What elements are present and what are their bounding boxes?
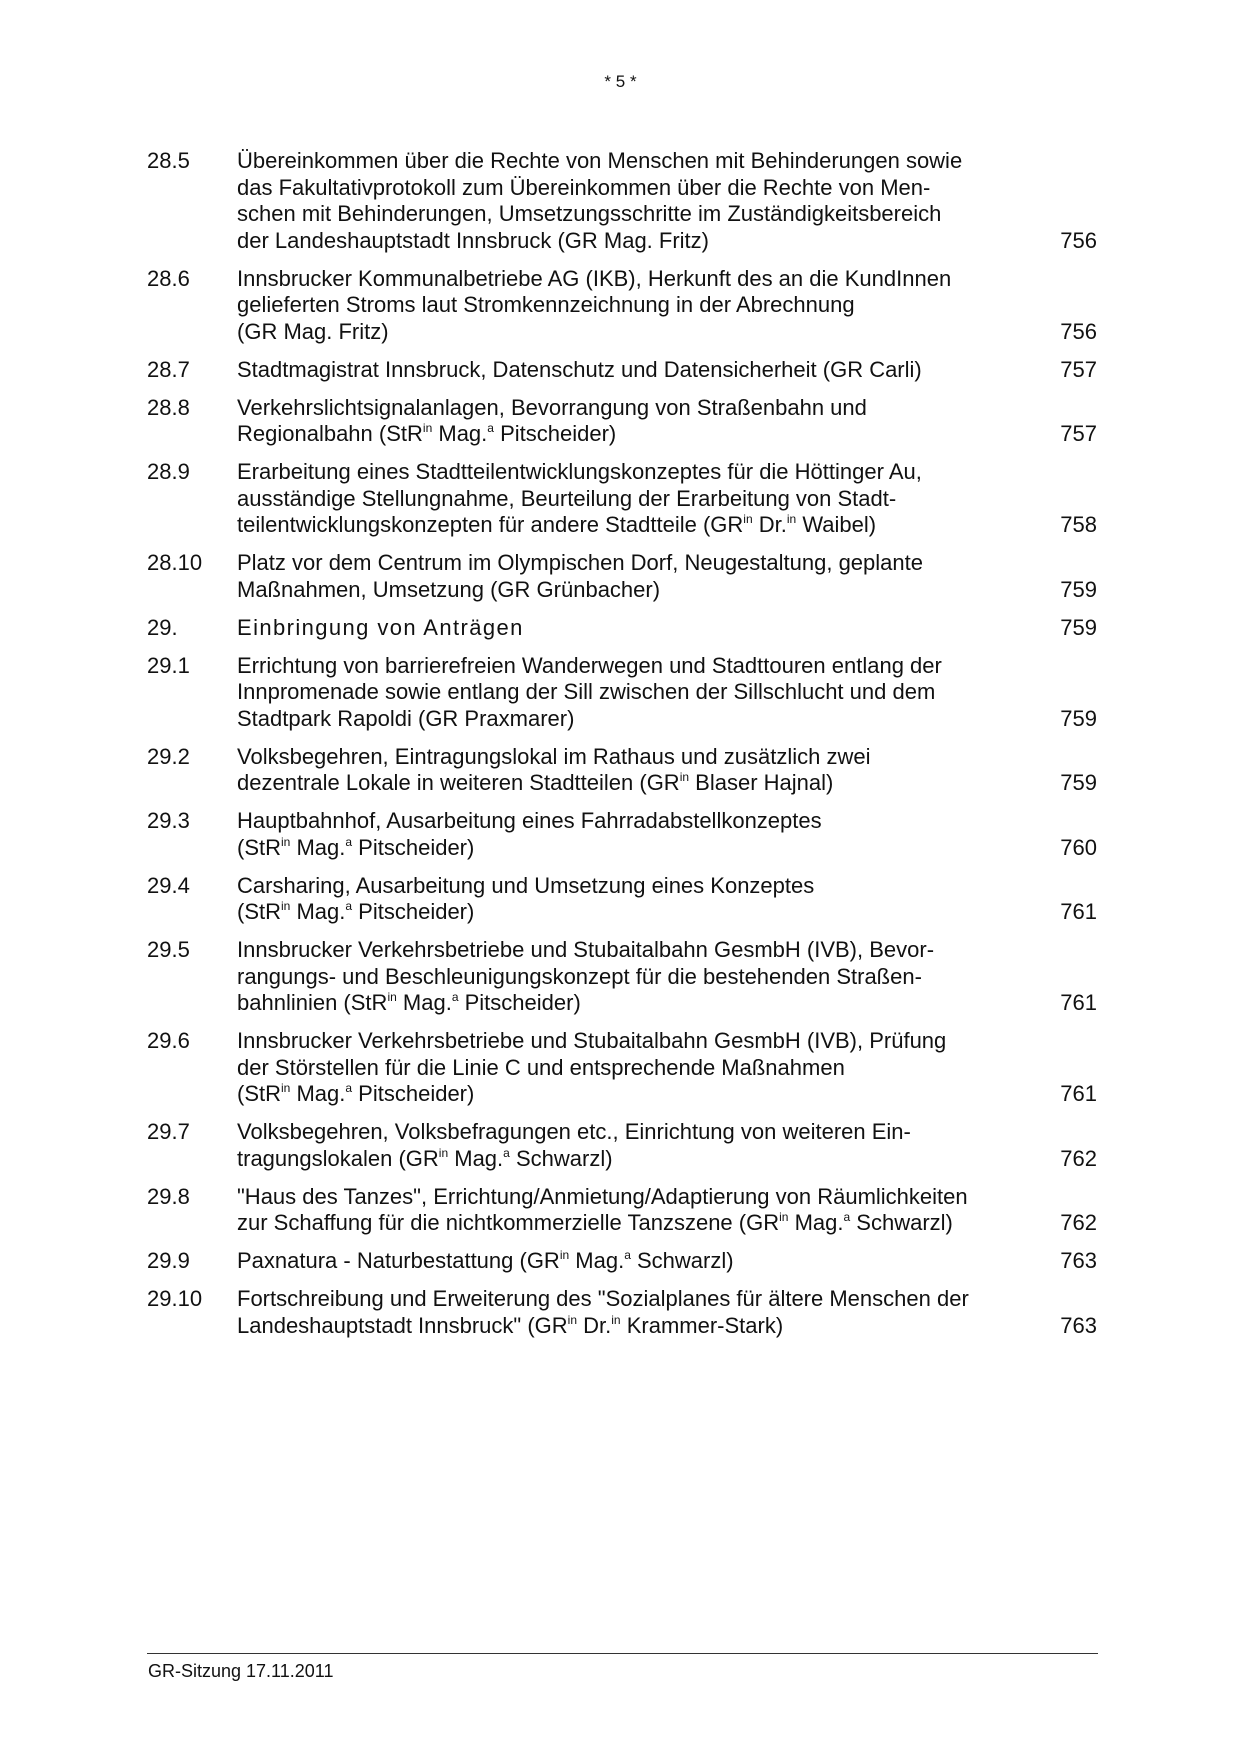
title-superscript: a — [345, 834, 353, 849]
toc-entry-number: 28.7 — [147, 356, 190, 382]
toc-entry-number: 29. — [147, 614, 178, 640]
toc-entry-title-line — [237, 835, 1017, 862]
toc-entry-title-line — [237, 357, 1017, 384]
toc-entry-title-line — [237, 228, 1017, 255]
title-text: Mag. — [569, 1248, 625, 1273]
title-text: Hauptbahnhof, Ausarbeitung eines Fahrradabstellkonzeptes — [237, 808, 822, 833]
title-text: Schwarzl) — [850, 1210, 953, 1235]
toc-entry-number: 29.6 — [147, 1028, 190, 1053]
title-text: Krammer-Stark) — [620, 1312, 784, 1338]
toc-entry-title-line — [237, 395, 1017, 422]
toc-entry — [147, 873, 1097, 926]
toc-entry-page-number: 759 — [1060, 614, 1097, 640]
title-text: Maßnahmen, Umsetzung (GR Grünbacher) — [237, 576, 661, 602]
toc-entry-title-line — [237, 1055, 1017, 1082]
title-text: Innsbrucker Verkehrsbetriebe und Stubaitalbahn GesmbH (IVB), Prüfung — [237, 1028, 947, 1053]
toc-entry-page-number: 761 — [1060, 1081, 1097, 1106]
title-text: Stadtmagistrat Innsbruck, Datenschutz und Datensicherheit (GR Carli) — [237, 356, 922, 382]
title-text: Pitscheider) — [352, 1081, 475, 1106]
title-text: Waibel) — [796, 512, 877, 537]
toc-entry — [147, 1286, 1097, 1339]
toc-entry-number: 29.1 — [147, 652, 190, 678]
toc-entry-title — [237, 744, 1017, 797]
page-number: * 5 * — [604, 72, 637, 91]
title-text: Pitscheider) — [458, 990, 581, 1015]
title-superscript: in — [786, 512, 797, 526]
toc-entry-title-line — [237, 937, 1017, 964]
title-text: "Haus des Tanzes", Errichtung/Anmietung/Adaptierung von Räumlichkeiten — [237, 1183, 968, 1209]
title-text: (StR — [237, 1081, 281, 1106]
toc-entry-title-line — [237, 1028, 1017, 1055]
toc-entry-number: 29.8 — [147, 1183, 190, 1209]
table-of-contents — [147, 148, 1097, 1351]
title-text: Fortschreibung und Erweiterung des "Sozialplanes für ältere Menschen der — [237, 1286, 969, 1311]
toc-entry-number: 29.10 — [147, 1286, 203, 1311]
title-text: gelieferten Stroms laut Stromkennzeichnung in der Abrechnung — [237, 292, 855, 317]
title-superscript: a — [487, 421, 494, 435]
toc-entry — [147, 1028, 1097, 1108]
toc-entry-title-line — [237, 292, 1017, 319]
toc-entry-number: 29.2 — [147, 743, 190, 769]
toc-entry — [147, 808, 1097, 861]
toc-entry-title — [237, 653, 1017, 733]
title-text: Volksbegehren, Volksbefragungen etc., Einrichtung von weiteren Ein- — [237, 1119, 911, 1144]
toc-entry-title — [237, 357, 1017, 384]
title-text: tragungslokalen (GR — [237, 1145, 439, 1171]
title-text: Mag. — [290, 834, 346, 860]
toc-entry-title — [237, 1248, 1017, 1275]
title-superscript: a — [345, 1081, 353, 1095]
title-text: das Fakultativprotokoll zum Übereinkommen über die Rechte von Men- — [237, 174, 931, 200]
toc-entry — [147, 148, 1097, 254]
toc-entry — [147, 550, 1097, 603]
title-superscript: in — [387, 990, 397, 1004]
title-text: Regionalbahn (StR — [237, 421, 423, 446]
toc-entry-number: 28.5 — [147, 148, 190, 173]
toc-entry-number: 28.9 — [147, 459, 190, 484]
title-superscript: in — [281, 1081, 291, 1095]
toc-entry-title-line — [237, 1146, 1017, 1173]
toc-entry-title-line — [237, 486, 1017, 513]
toc-entry-page-number: 762 — [1060, 1145, 1097, 1171]
title-superscript: a — [624, 1248, 631, 1262]
title-superscript: a — [503, 1145, 510, 1160]
title-superscript: in — [559, 1248, 570, 1262]
toc-entry-title-line — [237, 1286, 1017, 1313]
toc-entry-title-line — [237, 1313, 1017, 1340]
title-text: dezentrale Lokale in weiteren Stadtteilen (GR — [237, 770, 680, 795]
toc-entry-title-line — [237, 706, 1017, 733]
toc-entry-title — [237, 459, 1017, 539]
title-text: Platz vor dem Centrum im Olympischen Dorf, Neugestaltung, geplante — [237, 550, 923, 575]
toc-entry-page-number: 761 — [1060, 899, 1097, 924]
toc-entry-title-line — [237, 873, 1017, 900]
toc-entry-title — [237, 1184, 1017, 1237]
toc-entry-title — [237, 550, 1017, 603]
toc-entry-page-number: 759 — [1060, 576, 1097, 602]
title-superscript: in — [567, 1312, 578, 1327]
title-text: (StR — [237, 834, 281, 860]
toc-entry-title — [237, 937, 1017, 1017]
toc-entry-number: 29.9 — [147, 1248, 190, 1273]
toc-entry-title-line — [237, 1119, 1017, 1146]
toc-entry-title-line — [237, 808, 1017, 835]
toc-entry-page-number: 757 — [1060, 356, 1097, 382]
title-superscript: in — [438, 1145, 449, 1160]
title-text: (StR — [237, 899, 281, 924]
title-text: (GR Mag. Fritz) — [237, 318, 389, 344]
toc-entry-title-line — [237, 964, 1017, 991]
toc-entry-title — [237, 266, 1017, 346]
toc-entry-page-number: 761 — [1060, 990, 1097, 1015]
toc-entry-page-number: 760 — [1060, 834, 1097, 860]
title-superscript: in — [281, 899, 291, 913]
toc-entry-title-line — [237, 744, 1017, 771]
title-superscript: in — [611, 1312, 621, 1327]
toc-entry-page-number: 763 — [1060, 1312, 1097, 1338]
title-text: Blaser Hajnal) — [689, 770, 834, 795]
toc-entry-title-line — [237, 615, 1017, 642]
toc-entry-title-line — [237, 550, 1017, 577]
footer-session-date: GR-Sitzung 17.11.2011 — [148, 1661, 334, 1681]
toc-entry — [147, 395, 1097, 448]
toc-entry-title-line — [237, 512, 1017, 539]
title-text: Mag. — [290, 899, 346, 924]
toc-entry-title-line — [237, 770, 1017, 797]
footer-divider — [147, 1653, 1098, 1654]
title-superscript: in — [779, 1210, 789, 1224]
toc-entry-title-line — [237, 990, 1017, 1017]
title-text: Innsbrucker Kommunalbetriebe AG (IKB), Herkunft des an die KundInnen — [237, 265, 952, 291]
toc-entry-number: 28.6 — [147, 265, 190, 291]
toc-entry — [147, 459, 1097, 539]
toc-entry-title-line — [237, 266, 1017, 293]
title-superscript: in — [743, 512, 753, 526]
title-text: Pitscheider) — [493, 421, 617, 446]
title-text: Mag. — [788, 1210, 844, 1235]
toc-entry-page-number: 757 — [1060, 421, 1097, 446]
toc-entry — [147, 266, 1097, 346]
title-text: Verkehrslichtsignalanlagen, Bevorrangung von Straßenbahn und — [237, 394, 867, 420]
toc-entry-title-line — [237, 1210, 1017, 1237]
title-text: Landeshauptstadt Innsbruck" (GR — [237, 1312, 568, 1338]
title-text: Einbringung von Anträgen — [237, 614, 524, 640]
toc-entry-title — [237, 873, 1017, 926]
title-text: Mag. — [290, 1081, 346, 1106]
title-text: Paxnatura - Naturbestattung (GR — [237, 1248, 560, 1273]
title-text: Volksbegehren, Eintragungslokal im Rathaus und zusätzlich zwei — [237, 743, 871, 769]
toc-entry-title-line — [237, 319, 1017, 346]
toc-entry-title-line — [237, 1248, 1017, 1275]
toc-entry-title-line — [237, 1081, 1017, 1108]
title-text: der Störstellen für die Linie C und entsprechende Maßnahmen — [237, 1054, 845, 1080]
toc-entry — [147, 357, 1097, 384]
title-text: teilentwicklungskonzepten für andere Stadtteile (GR — [237, 512, 744, 537]
toc-entry — [147, 744, 1097, 797]
toc-entry-title-line — [237, 577, 1017, 604]
toc-entry-title — [237, 808, 1017, 861]
title-text: Mag. — [396, 990, 452, 1015]
toc-entry-page-number: 756 — [1060, 318, 1097, 344]
title-text: Mag. — [432, 421, 488, 446]
title-text: Schwarzl) — [509, 1145, 613, 1171]
title-superscript: a — [451, 990, 459, 1004]
toc-entry-title — [237, 615, 1017, 642]
title-superscript: in — [422, 421, 433, 435]
title-text: Pitscheider) — [352, 834, 475, 860]
title-text: Schwarzl) — [630, 1248, 734, 1273]
toc-entry-number: 29.3 — [147, 808, 190, 833]
toc-entry — [147, 615, 1097, 642]
toc-entry-title — [237, 148, 1017, 254]
title-superscript: in — [679, 770, 690, 784]
toc-entry-page-number: 756 — [1060, 227, 1097, 253]
toc-entry — [147, 653, 1097, 733]
title-text: Carsharing, Ausarbeitung und Umsetzung eines Konzeptes — [237, 872, 815, 898]
title-text: Dr. — [577, 1312, 612, 1338]
toc-entry-number: 28.8 — [147, 394, 190, 420]
toc-entry-title — [237, 1286, 1017, 1339]
title-text: rangungs- und Beschleunigungskonzept für die bestehenden Straßen- — [237, 963, 922, 989]
toc-entry-title-line — [237, 175, 1017, 202]
title-superscript: a — [843, 1210, 851, 1224]
toc-entry-title — [237, 1119, 1017, 1172]
toc-entry-title-line — [237, 148, 1017, 175]
title-text: Errichtung von barrierefreien Wanderwegen und Stadttouren entlang der — [237, 652, 942, 678]
title-text: Stadtpark Rapoldi (GR Praxmarer) — [237, 705, 575, 731]
title-text: zur Schaffung für die nichtkommerzielle Tanzszene (GR — [237, 1210, 780, 1235]
title-text: schen mit Behinderungen, Umsetzungsschritte im Zuständigkeitsbereich — [237, 201, 942, 226]
toc-entry-page-number: 758 — [1060, 512, 1097, 537]
toc-entry-title-line — [237, 459, 1017, 486]
title-text: ausständige Stellungnahme, Beurteilung der Erarbeitung von Stadt- — [237, 485, 897, 511]
toc-entry — [147, 937, 1097, 1017]
toc-entry-title-line — [237, 899, 1017, 926]
title-text: Innsbrucker Verkehrsbetriebe und Stubaitalbahn GesmbH (IVB), Bevor- — [237, 937, 935, 962]
title-text: Mag. — [448, 1145, 504, 1171]
toc-entry-title — [237, 395, 1017, 448]
title-text: der Landeshauptstadt Innsbruck (GR Mag. Fritz) — [237, 227, 709, 253]
toc-entry-title-line — [237, 1184, 1017, 1211]
title-superscript: in — [281, 834, 291, 849]
toc-entry-number: 29.5 — [147, 937, 190, 962]
title-text: bahnlinien (StR — [237, 990, 388, 1015]
toc-entry-number: 28.10 — [147, 550, 203, 575]
toc-entry — [147, 1248, 1097, 1275]
toc-entry-title-line — [237, 421, 1017, 448]
toc-entry-number: 29.7 — [147, 1119, 190, 1144]
toc-entry-title-line — [237, 201, 1017, 228]
toc-entry-title — [237, 1028, 1017, 1108]
toc-entry-page-number: 762 — [1060, 1210, 1097, 1235]
title-text: Erarbeitung eines Stadtteilentwicklungskonzeptes für die Höttinger Au, — [237, 459, 922, 484]
title-text: Pitscheider) — [352, 899, 475, 924]
toc-entry-title-line — [237, 679, 1017, 706]
toc-entry-title-line — [237, 653, 1017, 680]
toc-entry — [147, 1184, 1097, 1237]
toc-entry-page-number: 759 — [1060, 705, 1097, 731]
toc-entry — [147, 1119, 1097, 1172]
toc-entry-number: 29.4 — [147, 872, 190, 898]
title-superscript: a — [345, 899, 353, 913]
title-text: Dr. — [752, 512, 787, 537]
toc-entry-page-number: 759 — [1060, 770, 1097, 795]
toc-entry-page-number: 763 — [1060, 1248, 1097, 1273]
title-text: Innpromenade sowie entlang der Sill zwischen der Sillschlucht und dem — [237, 679, 936, 704]
title-text: Übereinkommen über die Rechte von Menschen mit Behinderungen sowie — [237, 148, 963, 173]
